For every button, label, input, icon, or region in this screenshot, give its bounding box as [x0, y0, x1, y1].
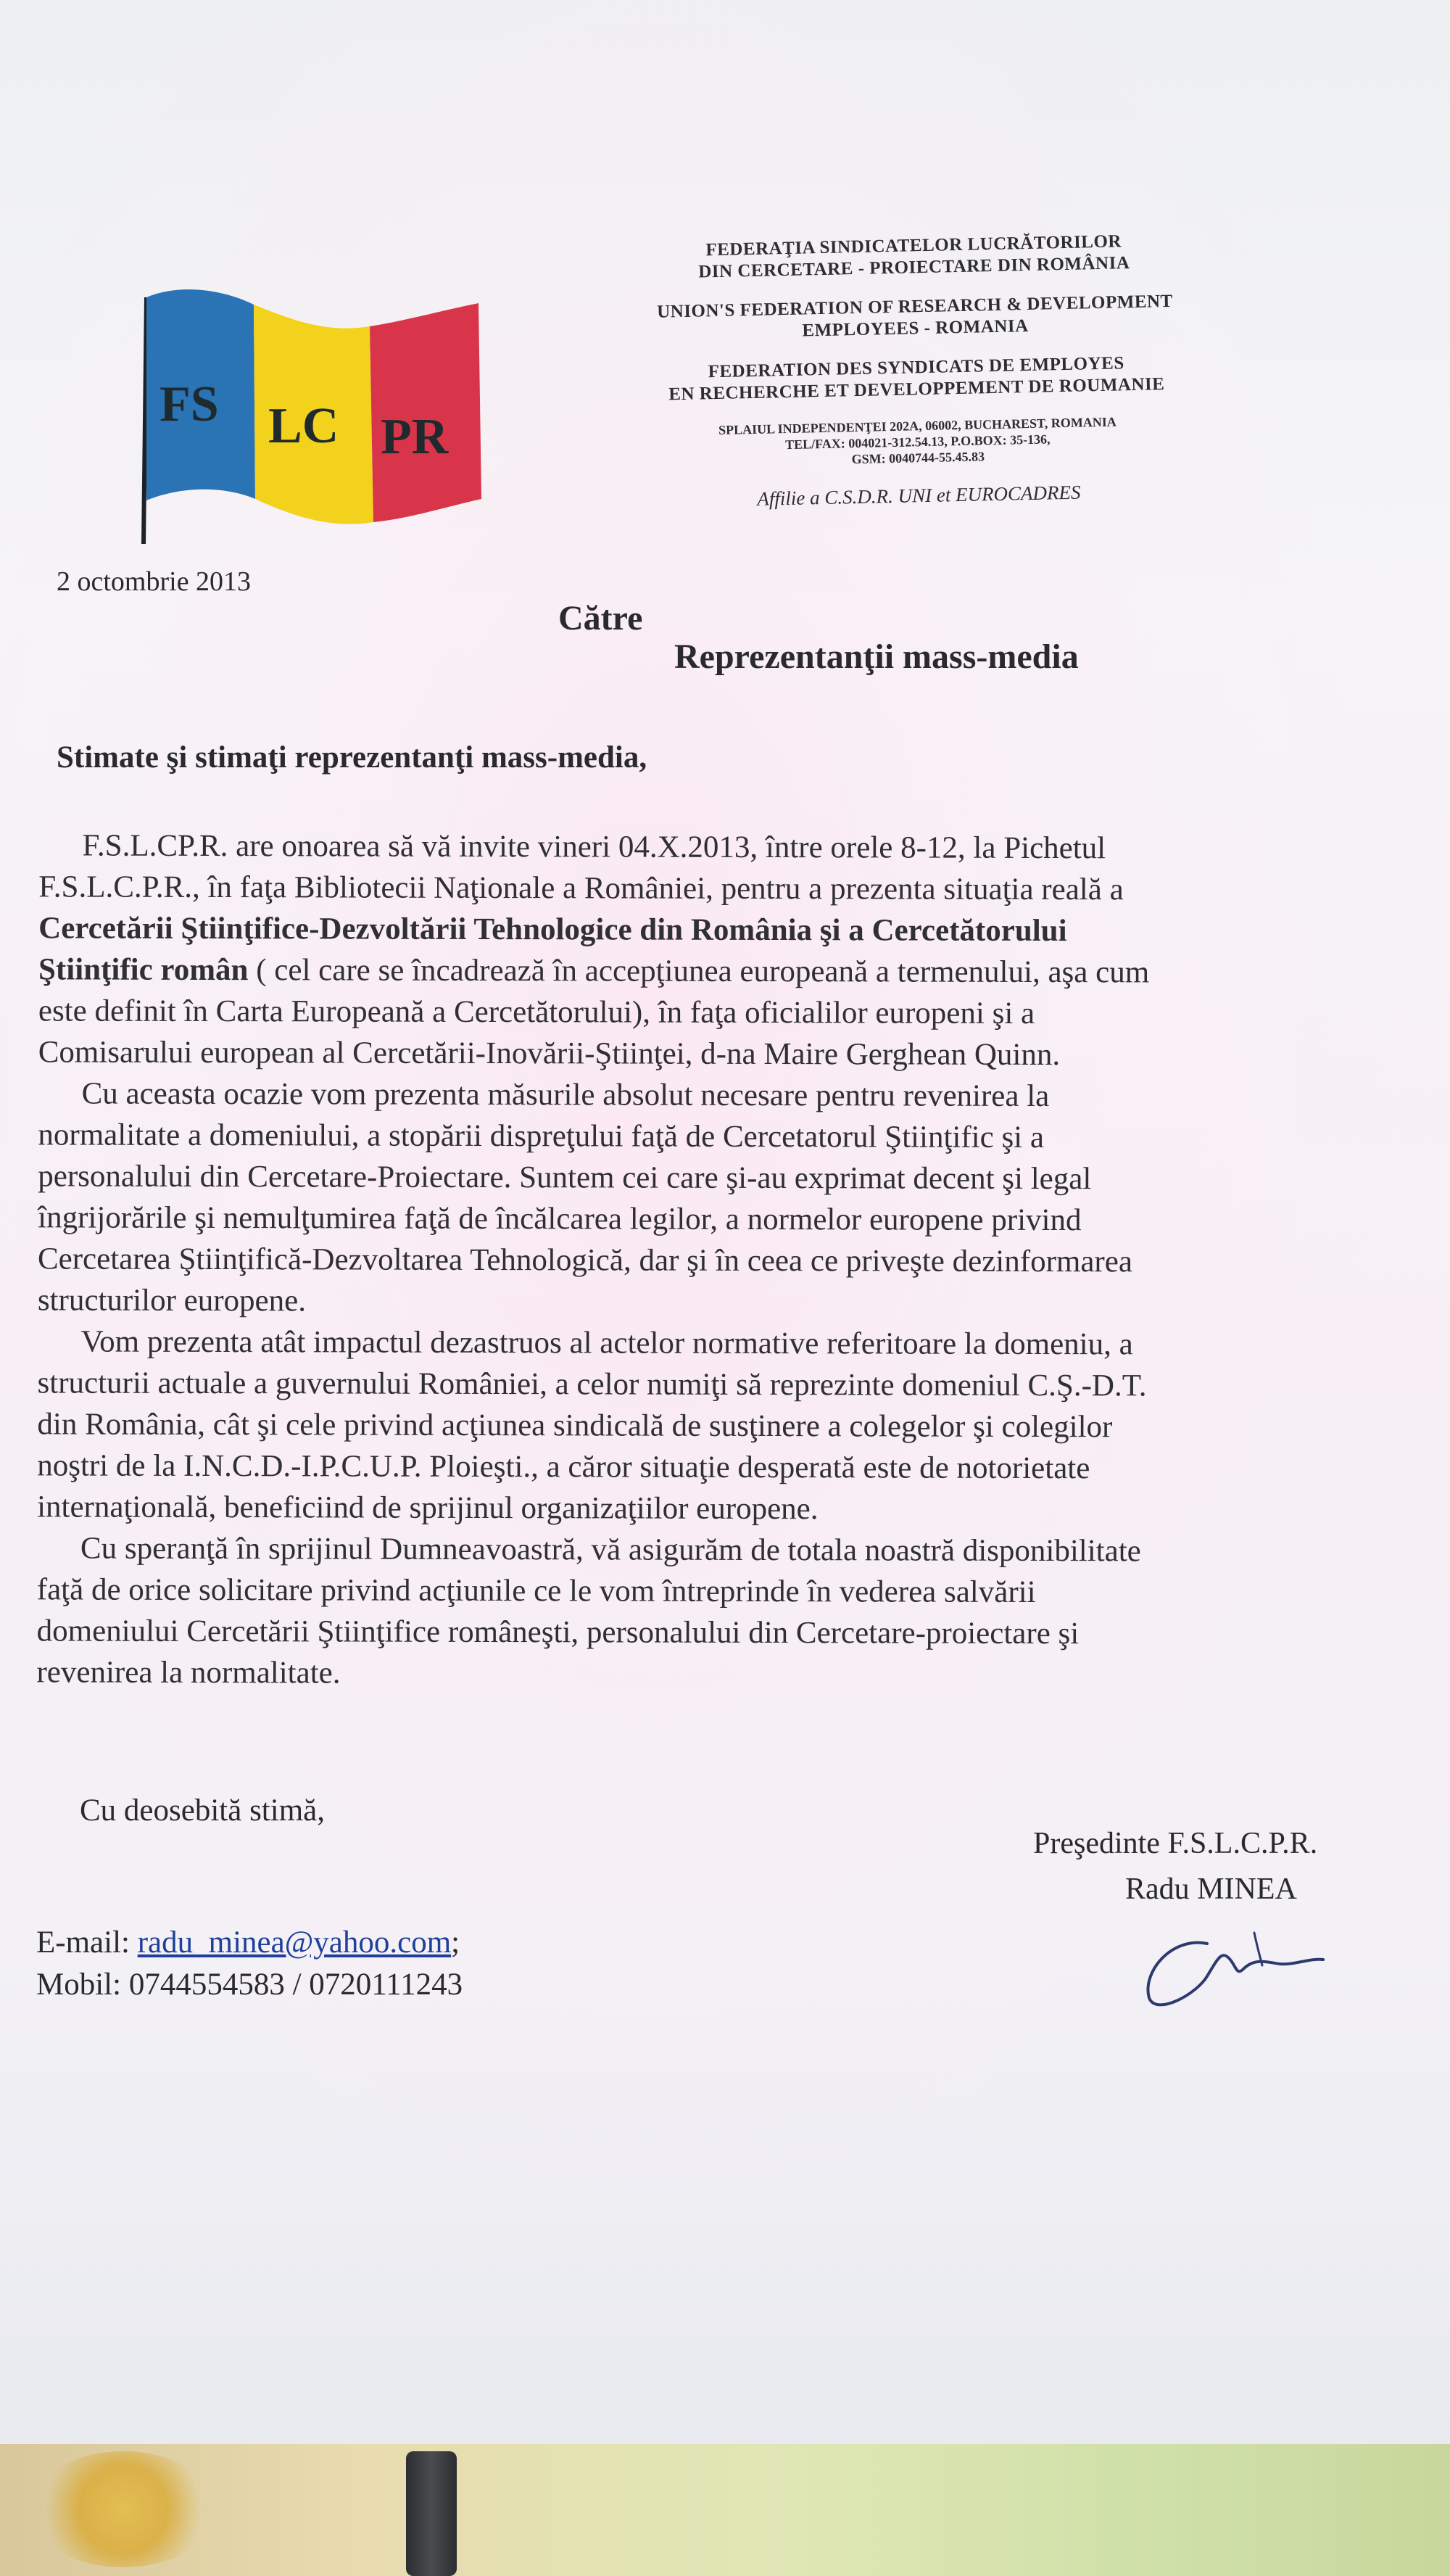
flag-text-fs: FS [160, 376, 219, 432]
body-line [38, 1321, 1450, 1366]
body-line-text: F.S.L.CP.R. are onoarea să vă invite vineri 04.X.2013, între orele 8-12, la Pichetul [82, 828, 1106, 866]
header-address: SPLAIUL INDEPENDENŢEI 202A, 06002, BUCHAREST, ROMANIA [718, 414, 1116, 438]
letterhead [544, 228, 1289, 515]
email-link[interactable]: radu_minea@yahoo.com [137, 1925, 452, 1960]
header-ro-line2: DIN CERCETARE - PROIECTARE DIN ROMÂNIA [698, 253, 1130, 282]
body-line [38, 1197, 1450, 1242]
email-line [36, 1922, 463, 1964]
body-line-text: domeniului Cercetării Ştiinţifice româneşti, personalului din Cercetare-proiectare şi [36, 1614, 1080, 1651]
header-affiliation: Affilie a C.S.D.R. UNI et EUROCADRES [757, 481, 1081, 510]
body-line [38, 1155, 1450, 1200]
body-line-text: personalului din Cercetare-Proiectare. Suntem cei care şi-au exprimat decent şi legal [38, 1159, 1092, 1197]
header-gsm: GSM: 0040744-55.45.83 [851, 449, 985, 467]
closing: Cu deosebită stimă, [80, 1793, 325, 1828]
body-line [37, 1569, 1450, 1614]
body-line-text: Comisarului european al Cercetării-Inovării-Ştiinţei, d-na Maire Gerghean Quinn. [38, 1035, 1061, 1073]
flag-text-pr: PR [381, 409, 449, 465]
body-line-text: ( cel care se încadrează în accepţiunea europeană a termenului, aşa cum [248, 953, 1150, 990]
body-line-text: Cu aceasta ocazie vom prezenta măsurile absolut necesare pentru revenirea la [81, 1076, 1050, 1114]
body-line [37, 1486, 1450, 1531]
body-line-text: structurilor europene. [37, 1283, 307, 1318]
body-line [37, 1403, 1450, 1448]
body-line-text: normalitate a domeniului, a stopării dispreţului faţă de Cercetatorul Ştiinţific şi a [38, 1118, 1045, 1155]
body-line-text: îngrijorările şi nemulţumirea faţă de încălcarea legilor, a normelor europene privind [38, 1200, 1082, 1238]
body-line-text: faţă de orice solicitare privind acţiunile ce le vom întreprinde în vederea salvării [36, 1572, 1036, 1610]
body-line-text: Vom prezenta atât impactul dezastruos al actelor normative referitoare la domeniu, a [80, 1324, 1133, 1362]
body-line-text: Cu speranţă în sprijinul Dumneavoastră, vă asigurăm de totala noastră disponibilitate [80, 1531, 1141, 1569]
body-line-text: revenirea la normalitate. [36, 1655, 341, 1690]
body-line [38, 990, 1450, 1035]
email-label: E-mail: [36, 1925, 138, 1960]
body-line-text: Cercetarea Ştiinţifică-Dezvoltarea Tehnologică, dar şi în ceea ce priveşte dezinformarea [37, 1242, 1133, 1279]
email-suffix: ; [451, 1925, 460, 1960]
contact-block [36, 1922, 463, 2006]
body-line-text: este definit în Carta Europeană a Cercetătorului), în faţa oficialilor europeni şi a [38, 994, 1035, 1031]
body-line [38, 866, 1450, 911]
header-en-line2: EMPLOYEES - ROMANIA [802, 316, 1029, 341]
signatory-title: Preşedinte F.S.L.C.P.R. [1033, 1827, 1318, 1860]
body-line [38, 825, 1450, 870]
letter-body [36, 825, 1450, 1696]
body-line [38, 1031, 1450, 1076]
table-surface [0, 2444, 1450, 2576]
bag-strap [406, 2451, 457, 2576]
flag-text-lc: LC [268, 398, 339, 454]
header-en-line1: UNION'S FEDERATION OF RESEARCH & DEVELOPMENT [656, 291, 1173, 322]
body-line [38, 907, 1450, 952]
body-line [38, 1279, 1450, 1324]
handwritten-signature-icon [1127, 1907, 1359, 2016]
header-telfax: TEL/FAX: 004021-312.54.13, P.O.BOX: 35-136, [784, 432, 1051, 453]
body-line [38, 949, 1450, 994]
mobile-line: Mobil: 0744554583 / 0720111243 [36, 1968, 463, 2002]
body-line [38, 1073, 1450, 1118]
signatory-name: Radu MINEA [1125, 1873, 1297, 1906]
body-line-bold-text: Cercetării Ştiinţifice-Dezvoltării Tehnologice din România şi a Cercetătorului [38, 911, 1067, 949]
header-fr-line2: EN RECHERCHE ET DEVELOPPEMENT DE ROUMANIE [668, 374, 1165, 405]
body-line [37, 1445, 1450, 1490]
body-line [38, 1238, 1450, 1283]
body-line [37, 1610, 1450, 1655]
body-line-text: din România, cât şi cele privind acţiunea sindicală de susţinere a colegelor şi colegilor [37, 1407, 1113, 1445]
salutation: Stimate şi stimaţi reprezentanţi mass-media, [57, 740, 647, 775]
body-line-text: structurii actuale a guvernului României, a celor numiţi să reprezinte domeniul C.Ş.-D.T. [37, 1366, 1147, 1403]
fslcpr-flag-logo-icon [130, 268, 493, 544]
header-ro-line1: FEDERAŢIA SINDICATELOR LUCRĂTORILOR [705, 231, 1122, 260]
body-line-bold-text: Ştiinţific român [38, 952, 249, 988]
flag-pole [144, 297, 146, 544]
body-line-text: internaţională, beneficiind de sprijinul organizaţiilor europene. [37, 1490, 819, 1527]
body-line [36, 1651, 1450, 1696]
recipient-subtitle: Reprezentanţii mass-media [674, 637, 1079, 676]
body-line-text: F.S.L.C.P.R., în faţa Bibliotecii Naţionale a României, pentru a prezenta situaţia reală a [38, 870, 1124, 907]
table-flower-pattern [29, 2451, 218, 2567]
letter-date: 2 octombrie 2013 [57, 566, 252, 597]
header-fr-line1: FEDERATION DES SYNDICATS DE EMPLOYES [708, 353, 1124, 382]
recipient-title: Către [558, 599, 643, 637]
signature-stroke [1148, 1943, 1323, 2005]
body-line-text: noştri de la I.N.C.D.-I.P.C.U.P. Ploieşti., a căror situaţie desperată este de notorietate [37, 1448, 1090, 1486]
body-line [38, 1114, 1450, 1159]
body-line [37, 1362, 1450, 1407]
body-line [37, 1527, 1450, 1572]
